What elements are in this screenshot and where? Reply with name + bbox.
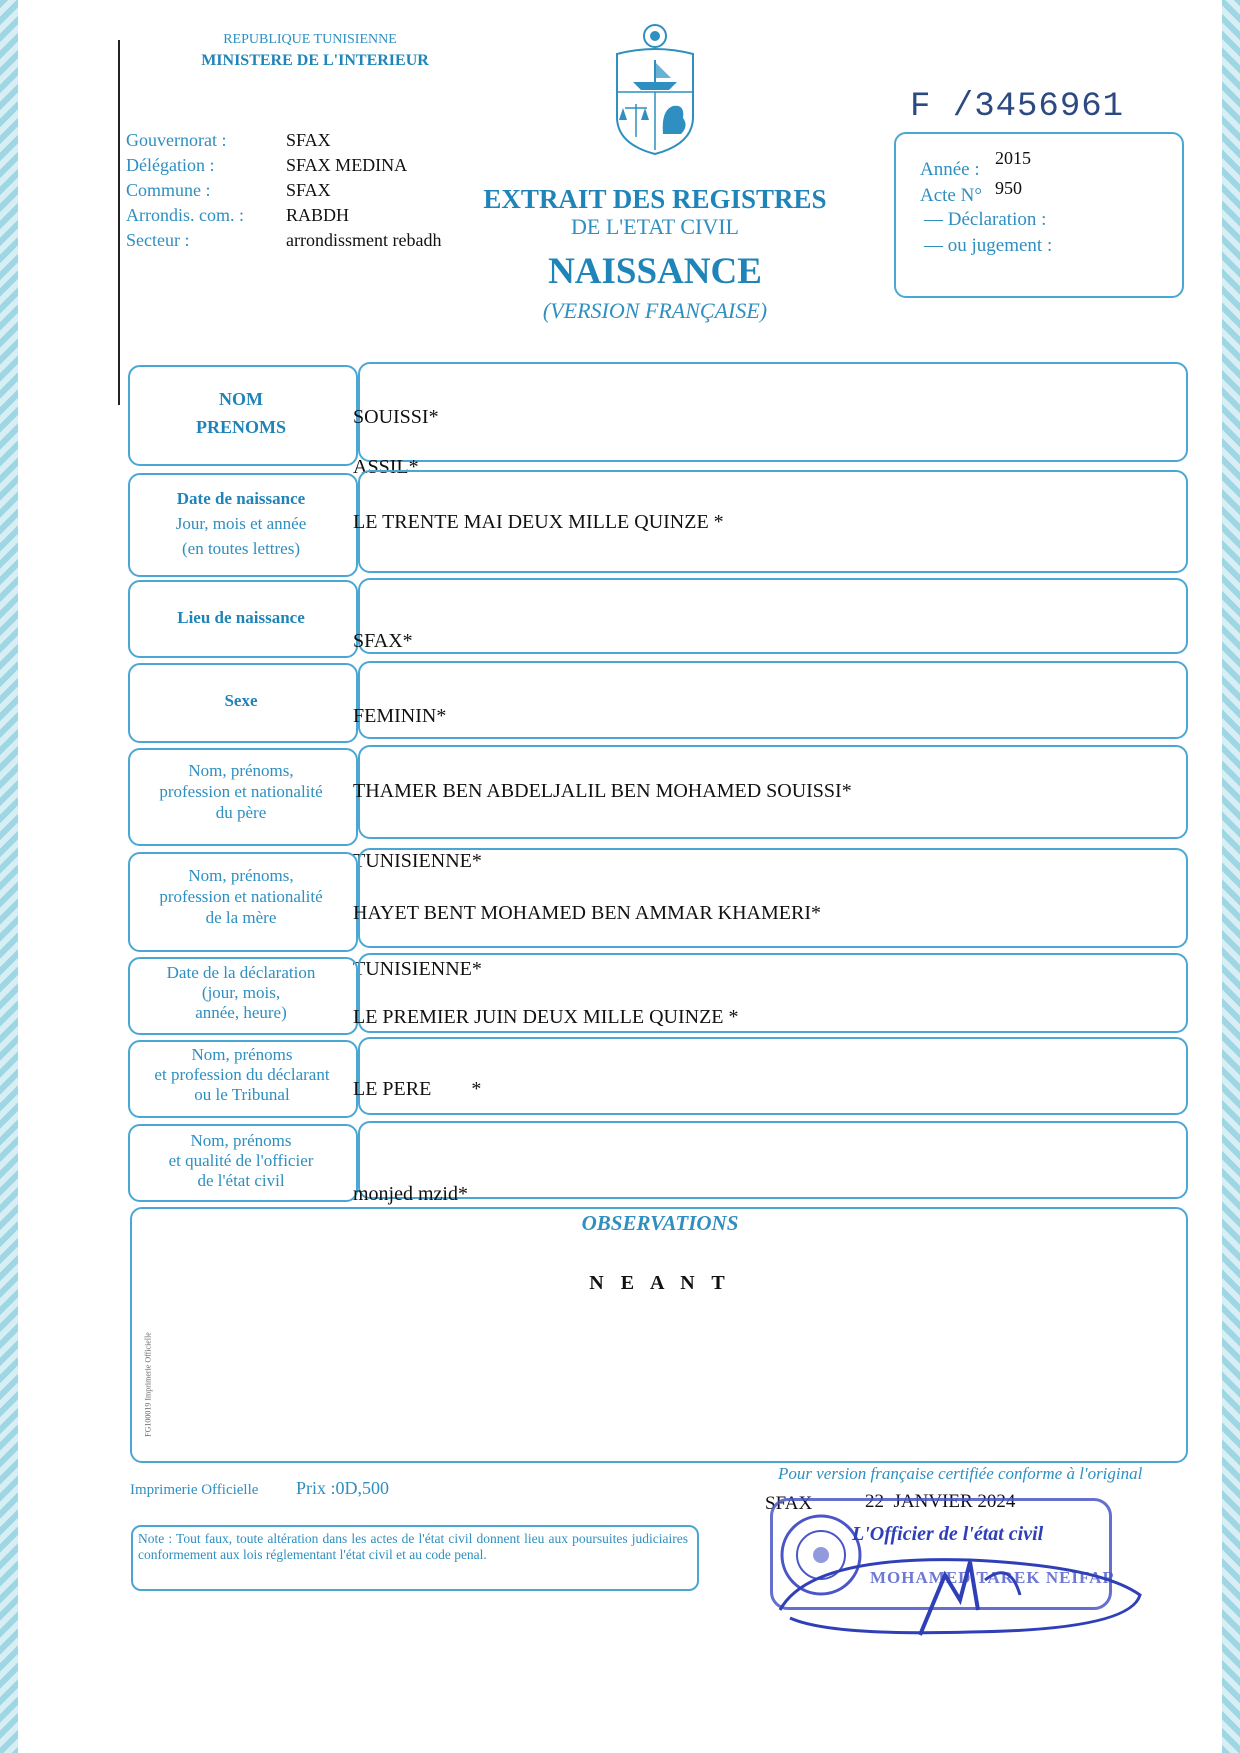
pere-label-line1: Nom, prénoms, [188,761,294,780]
prix-label: Prix :0D,500 [296,1478,390,1498]
mere-value-box [358,848,1188,948]
coat-of-arms-icon [605,22,705,157]
nom-label: NOM [219,389,263,409]
sexe-value: FEMININ* [353,705,447,727]
handwritten-signature [770,1540,1150,1650]
declaration-date-label-line1: Date de la déclaration [166,963,316,982]
date-naissance-value: LE TRENTE MAI DEUX MILLE QUINZE * [353,511,724,533]
stamp-officer-name: MOHAMED TAREK NEIFAR [870,1568,1116,1587]
pere-label-line3: du père [215,803,267,822]
secteur-value: arrondissment rebadh [286,230,442,250]
serial-number: F /3456961 [910,88,1125,126]
declaration-date-value: LE PREMIER JUIN DEUX MILLE QUINZE * [353,1006,739,1028]
mere-label-line2: profession et nationalité [159,887,323,906]
jugement-label: — ou jugement : [924,235,1053,256]
declaration-date-label-line2: (jour, mois, [201,983,281,1002]
mere-value: HAYET BENT MOHAMED BEN AMMAR KHAMERI* [353,902,821,924]
declarant-label-line1: Nom, prénoms [191,1045,293,1064]
date-naissance-label: Date de naissance [176,489,306,508]
nom-value: SOUISSI* [353,406,439,428]
date-naissance-sublabel: Jour, mois et année [175,514,307,533]
observations-box [130,1207,1188,1463]
arrondissement-value: RABDH [286,205,350,225]
mere-nationalite-value: TUNISIENNE* [353,958,482,980]
declarant-value-box [358,1037,1188,1115]
declaration-date-label-line3: année, heure) [195,1003,287,1022]
secteur-label: Secteur : [126,230,190,250]
imprimerie-label: Imprimerie Officielle [130,1482,259,1498]
ministry-name: MINISTERE DE L'INTERIEUR [201,52,429,69]
commune-label: Commune : [126,180,211,200]
mere-label-line3: de la mère [205,908,277,927]
pere-value: THAMER BEN ABDELJALIL BEN MOHAMED SOUISSI* [353,780,852,802]
sexe-label: Sexe [224,691,258,710]
declarant-label-line2: et profession du déclarant [154,1065,330,1084]
delegation-label: Délégation : [126,155,215,175]
gouvernorat-value: SFAX [286,130,331,150]
country-name: REPUBLIQUE TUNISIENNE [223,32,397,47]
nom-value-box [358,362,1188,462]
arrondissement-label: Arrondis. com. : [126,205,244,225]
pere-label-line2: profession et nationalité [159,782,323,801]
prenom-label: PRENOMS [196,417,286,437]
sexe-value-box [358,661,1188,739]
act-type-title: NAISSANCE [548,251,762,292]
date-naissance-hint: (en toutes lettres) [181,539,300,558]
delegation-value: SFAX MEDINA [286,155,408,175]
signature-place: SFAX [765,1493,813,1514]
commune-value: SFAX [286,180,331,200]
officier-value-box [358,1121,1188,1199]
declarant-label-line3: ou le Tribunal [194,1085,290,1104]
officier-value: monjed mzid* [353,1183,468,1205]
observations-title: OBSERVATIONS [581,1211,739,1235]
lieu-value: SFAX* [353,630,413,652]
document-subtitle: DE L'ETAT CIVIL [571,214,739,239]
mere-label-line1: Nom, prénoms, [188,866,294,885]
lieu-label: Lieu de naissance [177,608,305,627]
version-label: (VERSION FRANÇAISE) [542,298,768,323]
declaration-label: — Déclaration : [924,209,1047,230]
right-guilloche-border [1222,0,1240,1753]
acte-number-value: 950 [995,178,1022,198]
officier-label-line3: de l'état civil [197,1171,285,1190]
gouvernorat-label: Gouvernorat : [126,130,227,150]
pere-nationalite-value: TUNISIENNE* [353,850,482,872]
officier-title: L'Officier de l'état civil [852,1523,1044,1545]
declarant-value: LE PERE * [353,1078,482,1100]
observations-value: N E A N T [589,1272,731,1294]
legal-note: Note : Tout faux, toute altération dans les actes de l'état civil donnent lieu aux poursuites judiciaires conformement aux lois réglementant l'état civil et au code penal. [138,1531,688,1562]
signature-date: 22 JANVIER 2024 [865,1491,1016,1512]
annee-value: 2015 [995,148,1031,168]
print-code: FG100019 Imprimerie Officielle [143,1332,153,1437]
acte-number-label: Acte N° [920,185,982,206]
document-title: EXTRAIT DES REGISTRES [483,184,827,214]
certification-text: Pour version française certifiée conforme à l'original [778,1464,1143,1483]
officier-label-line1: Nom, prénoms [190,1131,292,1150]
lieu-value-box [358,578,1188,654]
left-guilloche-border [0,0,18,1753]
margin-rule [118,40,120,405]
annee-label: Année : [920,159,980,180]
prenom-value: ASSIL* [353,456,419,478]
officier-label-line2: et qualité de l'officier [168,1151,314,1170]
